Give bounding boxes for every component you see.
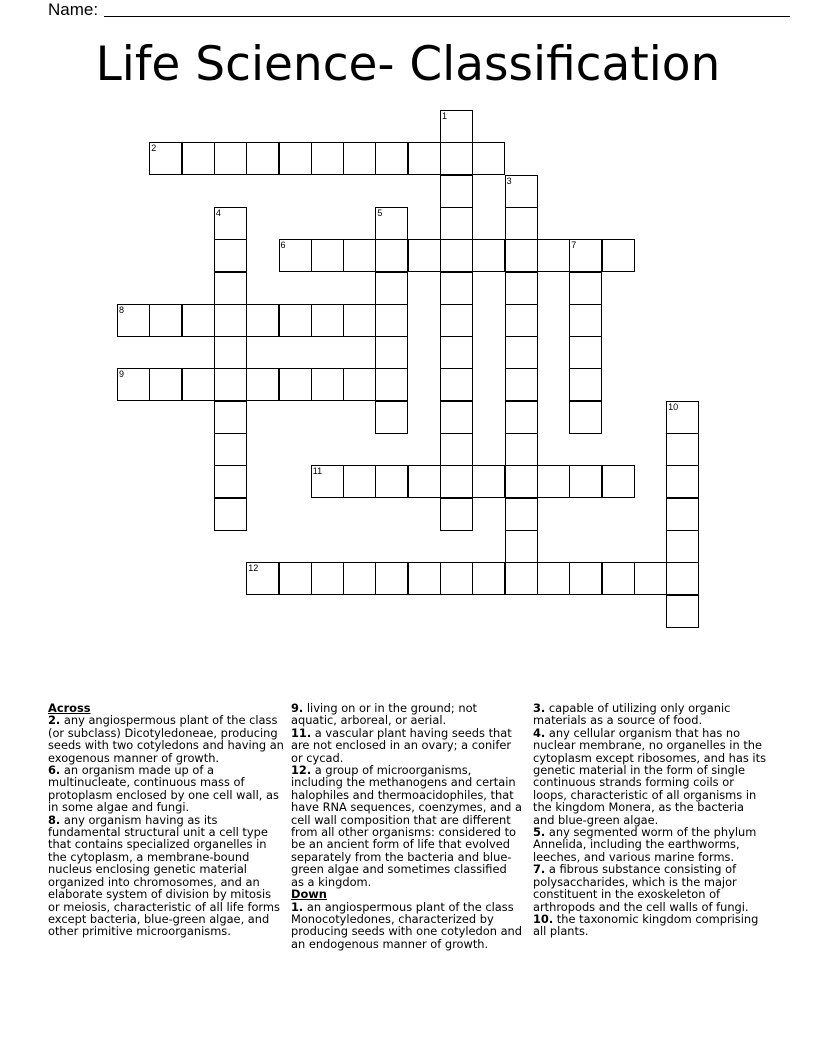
crossword-cell[interactable] <box>602 562 635 595</box>
crossword-cell[interactable] <box>569 562 602 595</box>
crossword-cell[interactable] <box>182 142 215 175</box>
cell-number: 1 <box>442 111 448 121</box>
crossword-cell[interactable] <box>440 207 473 240</box>
clue-down-7 <box>533 863 769 913</box>
clue-text: any cellular organism that has no nuclear membrane, no organelles in the cytoplasm except ribosomes, and has its genetic material in the form of single continuous strands forming coils or loops, characteristic of all organisms in the kingdom Monera, as the bacteria and blue-green algae. <box>533 725 767 827</box>
crossword-cell[interactable] <box>602 465 635 498</box>
clue-down-1 <box>291 901 523 951</box>
crossword-cell[interactable] <box>279 562 312 595</box>
clue-down-4 <box>533 727 769 826</box>
crossword-cell[interactable] <box>246 368 279 401</box>
clue-number: 7. <box>533 862 546 877</box>
crossword-cell[interactable] <box>505 272 538 305</box>
clue-number: 4. <box>533 725 546 740</box>
crossword-cell[interactable] <box>214 401 247 434</box>
clue-number: 6. <box>48 763 61 778</box>
crossword-cell[interactable] <box>214 368 247 401</box>
crossword-cell[interactable] <box>569 336 602 369</box>
crossword-cell[interactable] <box>343 142 376 175</box>
crossword-cell[interactable] <box>279 304 312 337</box>
crossword-cell[interactable] <box>440 336 473 369</box>
crossword-cell[interactable] <box>666 433 699 466</box>
clue-number: 12. <box>291 763 312 778</box>
cell-number: 4 <box>215 207 221 218</box>
crossword-cell[interactable] <box>246 142 279 175</box>
crossword-cell[interactable] <box>537 465 570 498</box>
crossword-cell[interactable] <box>472 239 505 272</box>
crossword-cell[interactable] <box>569 239 602 272</box>
clue-down-10 <box>533 913 769 938</box>
crossword-cell[interactable] <box>537 562 570 595</box>
clue-across-12 <box>291 764 523 888</box>
crossword-cell[interactable] <box>375 239 408 272</box>
crossword-cell[interactable] <box>279 368 312 401</box>
crossword-cell[interactable] <box>602 239 635 272</box>
crossword-cell[interactable] <box>214 433 247 466</box>
clue-number: 3. <box>533 701 546 715</box>
crossword-cell[interactable] <box>440 433 473 466</box>
crossword-cell[interactable] <box>375 272 408 305</box>
cell-number: 11 <box>312 466 323 477</box>
crossword-cell[interactable] <box>569 465 602 498</box>
crossword-cell[interactable] <box>311 562 344 595</box>
cell-number: 10 <box>668 401 679 412</box>
crossword-cell[interactable] <box>343 562 376 595</box>
cell-number: 6 <box>280 240 286 251</box>
crossword-cell[interactable] <box>569 304 602 337</box>
crossword-cell[interactable] <box>440 110 473 143</box>
crossword-cell[interactable] <box>440 142 473 175</box>
crossword-cell[interactable] <box>472 465 505 498</box>
crossword-cell[interactable] <box>214 498 247 531</box>
crossword-cell[interactable] <box>246 562 279 595</box>
clue-text: an organism made up of a multinucleate, continuous mass of protoplasm enclosed by one cell wall, as in some algae and fungi. <box>48 763 279 815</box>
crossword-cell[interactable] <box>440 498 473 531</box>
cell-number: 2 <box>151 143 157 154</box>
crossword-cell[interactable] <box>408 142 441 175</box>
crossword-cell[interactable] <box>375 142 408 175</box>
cell-number: 12 <box>248 563 259 574</box>
crossword-cell[interactable] <box>311 304 344 337</box>
clue-text: an angiospermous plant of the class Monocotyledones, characterized by producing seeds with one cotyledon and an endogenous manner of growth. <box>291 899 522 951</box>
crossword-cell[interactable] <box>375 401 408 434</box>
crossword-cell[interactable] <box>279 142 312 175</box>
crossword-cell[interactable] <box>149 142 182 175</box>
clue-across-9 <box>291 702 523 727</box>
clue-across-11 <box>291 727 523 764</box>
clues-column-1 <box>48 702 284 938</box>
crossword-cell[interactable] <box>343 465 376 498</box>
clue-text: a fibrous substance consisting of polysaccharides, which is the major constituent in the exoskeleton of arthropods and the cell walls of fungi. <box>533 862 749 914</box>
clue-text: a vascular plant having seeds that are not enclosed in an ovary; a conifer or cycad. <box>291 725 512 765</box>
crossword-cell[interactable] <box>311 142 344 175</box>
clue-number: 8. <box>48 812 61 827</box>
crossword-cell[interactable] <box>214 207 247 240</box>
clue-number: 11. <box>291 725 312 740</box>
clue-number: 9. <box>291 701 304 715</box>
crossword-cell[interactable] <box>569 272 602 305</box>
crossword-cell[interactable] <box>408 239 441 272</box>
clue-number: 5. <box>533 825 546 840</box>
cell-number: 8 <box>119 304 125 315</box>
crossword-cell[interactable] <box>505 175 538 208</box>
clue-down-3 <box>533 702 769 727</box>
crossword-cell[interactable] <box>149 368 182 401</box>
crossword-cell[interactable] <box>505 207 538 240</box>
crossword-cell[interactable] <box>311 239 344 272</box>
crossword-cell[interactable] <box>375 207 408 240</box>
crossword-cell[interactable] <box>214 272 247 305</box>
clue-text: a group of microorganisms, including the methanogens and certain halophiles and thermoacidophiles, that have RNA sequences, coenzymes, and a cell wall composition that are different from all other organisms: considered to be an ancient form of life that evolved separately from the bacteria and blue-green algae and sometimes classified as a kingdom. <box>291 763 522 889</box>
crossword-cell[interactable] <box>666 465 699 498</box>
clues-column-3 <box>533 702 769 938</box>
crossword-cell[interactable] <box>440 368 473 401</box>
cell-number: 3 <box>506 175 512 186</box>
crossword-cell[interactable] <box>505 368 538 401</box>
crossword-cell[interactable] <box>343 239 376 272</box>
crossword-cell[interactable] <box>214 465 247 498</box>
crossword-cell[interactable] <box>537 239 570 272</box>
crossword-cell[interactable] <box>666 530 699 563</box>
crossword-cell[interactable] <box>214 336 247 369</box>
crossword-cell[interactable] <box>505 562 538 595</box>
crossword-cell[interactable] <box>505 401 538 434</box>
clue-number: 10. <box>533 911 554 926</box>
clue-text: any angiospermous plant of the class (or subclass) Dicotyledoneae, producing seeds with two cotyledons and having an exogenous manner of growth. <box>48 713 284 765</box>
cell-number: 5 <box>377 207 383 218</box>
crossword-cell[interactable] <box>666 498 699 531</box>
crossword-cell[interactable] <box>505 465 538 498</box>
crossword-cell[interactable] <box>117 304 150 337</box>
clue-text: any organism having as its fundamental structural unit a cell type that contains specialized organelles in the cytoplasm, a membrane-bound nucleus enclosing genetic material organized into chromosomes, and an elaborate system of division by mitosis or meiosis, characteristic of all life forms except bacteria, blue-green algae, and other primitive microorganisms. <box>48 812 280 939</box>
crossword-cell[interactable] <box>375 562 408 595</box>
cell-number: 7 <box>571 240 577 251</box>
across-heading: Across <box>48 701 91 715</box>
crossword-cell[interactable] <box>569 401 602 434</box>
clue-down-5 <box>533 826 769 863</box>
crossword-cell[interactable] <box>214 142 247 175</box>
crossword-cell[interactable] <box>472 562 505 595</box>
clue-across-6 <box>48 764 284 814</box>
crossword-cell[interactable] <box>343 304 376 337</box>
crossword-cell[interactable] <box>182 304 215 337</box>
crossword-cell[interactable] <box>666 401 699 434</box>
crossword-cell[interactable] <box>505 433 538 466</box>
crossword-cell[interactable] <box>279 239 312 272</box>
crossword-cell[interactable] <box>182 368 215 401</box>
clue-across-8 <box>48 814 284 938</box>
crossword-cell[interactable] <box>440 465 473 498</box>
clue-text: capable of utilizing only organic materials as a source of food. <box>533 701 731 728</box>
clue-number: 1. <box>291 899 304 914</box>
crossword-cell[interactable] <box>408 562 441 595</box>
clue-text: the taxonomic kingdom comprising all plants. <box>533 911 759 939</box>
crossword-cell[interactable] <box>505 304 538 337</box>
clue-number: 2. <box>48 713 61 728</box>
crossword-cell[interactable] <box>214 304 247 337</box>
cell-number: 9 <box>119 369 125 380</box>
crossword-cell[interactable] <box>375 304 408 337</box>
page-title: Life Science- Classification <box>95 37 721 92</box>
crossword-cell[interactable] <box>214 239 247 272</box>
crossword-cell[interactable] <box>311 368 344 401</box>
clue-text: any segmented worm of the phylum Annelida, including the earthworms, leeches, and various marine forms. <box>533 825 757 864</box>
crossword-cell[interactable] <box>505 530 538 563</box>
crossword-cell[interactable] <box>117 368 150 401</box>
crossword-cell[interactable] <box>505 498 538 531</box>
crossword-cell[interactable] <box>440 304 473 337</box>
crossword-cell[interactable] <box>634 562 667 595</box>
crossword-cell[interactable] <box>440 175 473 208</box>
crossword-cell[interactable] <box>440 401 473 434</box>
crossword-cell[interactable] <box>343 368 376 401</box>
crossword-cell[interactable] <box>440 272 473 305</box>
crossword-cell[interactable] <box>569 368 602 401</box>
crossword-cell[interactable] <box>666 595 699 628</box>
crossword-cell[interactable] <box>408 465 441 498</box>
crossword-cell[interactable] <box>505 336 538 369</box>
crossword-cell[interactable] <box>440 239 473 272</box>
crossword-cell[interactable] <box>505 239 538 272</box>
name-label: Name: <box>48 0 99 19</box>
crossword-cell[interactable] <box>375 336 408 369</box>
crossword-cell[interactable] <box>246 304 279 337</box>
crossword-cell[interactable] <box>472 142 505 175</box>
clue-across-2 <box>48 714 284 764</box>
crossword-cell[interactable] <box>311 465 344 498</box>
down-heading: Down <box>291 887 327 902</box>
crossword-cell[interactable] <box>440 562 473 595</box>
crossword-cell[interactable] <box>375 368 408 401</box>
crossword-cell[interactable] <box>149 304 182 337</box>
clue-text: living on or in the ground; not aquatic, arboreal, or aerial. <box>291 701 478 728</box>
crossword-cell[interactable] <box>666 562 699 595</box>
clues-column-2 <box>291 702 523 950</box>
crossword-cell[interactable] <box>375 465 408 498</box>
